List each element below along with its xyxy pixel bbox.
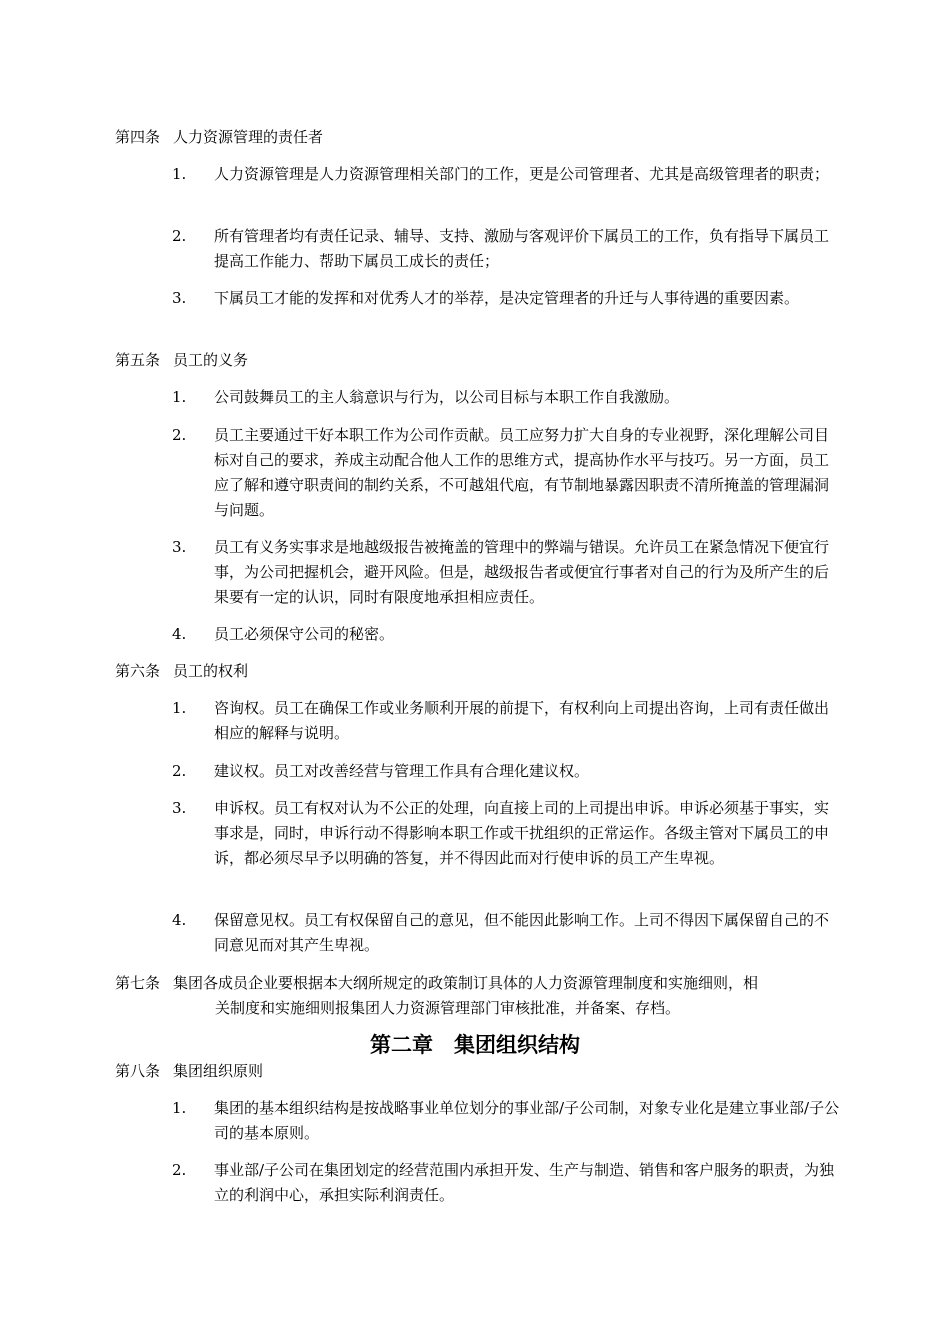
item-number: 1. [172,388,187,406]
item-text: 人力资源管理是人力资源管理相关部门的工作，更是公司管理者、尤其是高级管理者的职责； [214,165,830,183]
list-item [172,535,842,610]
item-number: 3. [172,289,187,307]
item-text: 建议权。员工对改善经营与管理工作具有合理化建议权。 [214,762,590,780]
article-4-heading [115,127,323,147]
item-text: 保留意见权。员工有权保留自己的意见，但不能因此影响工作。上司不得因下属保留自己的不同意见而对其产生卑视。 [214,911,830,954]
item-text: 申诉权。员工有权对认为不公正的处理，向直接上司的上司提出申诉。申诉必须基于事实，实事求是，同时，申诉行动不得影响本职工作或干扰组织的正常运作。各级主管对下属员工的申诉，都必须尽早予以明确的答复，并不得因此而对行使申诉的员工产生卑视。 [214,799,830,867]
item-number: 4. [172,911,187,929]
list-item [172,423,842,523]
article-6-heading [115,661,248,681]
item-text: 所有管理者均有责任记录、辅导、支持、激励与客观评价下属员工的工作，负有指导下属员工提高工作能力、帮助下属员工成长的责任； [214,227,830,270]
article-8-heading [115,1061,263,1081]
item-number: 2. [172,227,187,245]
chapter-title: 第二章 集团组织结构 [370,1032,580,1057]
item-number: 3. [172,799,187,817]
article-title: 员工的义务 [173,351,249,369]
item-text: 咨询权。员工在确保工作或业务顺利开展的前提下，有权利向上司提出咨询，上司有责任做出相应的解释与说明。 [214,699,830,742]
list-item [172,385,842,410]
item-number: 4. [172,625,187,643]
article-title: 员工的权利 [173,662,249,680]
list-item [172,1158,842,1208]
article-label: 第五条 [115,351,161,369]
article-text [115,971,842,1021]
item-number: 3. [172,538,187,556]
list-item [172,1096,842,1146]
list-item [172,286,842,311]
item-number: 2. [172,1161,187,1179]
article-label: 第四条 [115,128,161,146]
item-number: 1. [172,165,187,183]
item-text: 下属员工才能的发挥和对优秀人才的举荐，是决定管理者的升迁与人事待遇的重要因素。 [214,289,800,307]
item-number: 2. [172,762,187,780]
item-text: 员工必须保守公司的秘密。 [214,625,395,643]
list-item [172,622,842,647]
article-label: 第七条 [115,974,161,992]
item-text: 员工有义务实事求是地越级报告被掩盖的管理中的弊端与错误。允许员工在紧急情况下便宜行事，为公司把握机会，避开风险。但是，越级报告者或便宜行事者对自己的行为及所产生的后果要有一定的认识，同时有限度地承担相应责任。 [214,538,830,606]
article-5-heading [115,350,248,370]
list-item [172,224,842,274]
article-text-line-2: 关制度和实施细则报集团人力资源管理部门审核批准，并备案、存档。 [215,999,681,1017]
article-text-line-1: 集团各成员企业要根据本大纲所规定的政策制订具体的人力资源管理制度和实施细则，相 [173,974,759,992]
list-item [172,759,842,784]
item-text: 员工主要通过干好本职工作为公司作贡献。员工应努力扩大自身的专业视野，深化理解公司目标对自己的要求，养成主动配合他人工作的思维方式，提高协作水平与技巧。另一方面，员工应了解和遵守职责间的制约关系，不可越俎代庖，有节制地暴露因职责不清所掩盖的管理漏洞与问题。 [214,426,830,519]
item-text: 事业部/子公司在集团划定的经营范围内承担开发、生产与制造、销售和客户服务的职责，为独立的利润中心，承担实际利润责任。 [214,1161,835,1204]
article-label: 第六条 [115,662,161,680]
list-item [172,162,842,187]
list-item [172,696,842,746]
article-7 [115,971,842,1021]
article-title: 人力资源管理的责任者 [173,128,324,146]
article-title: 集团组织原则 [173,1062,264,1080]
item-text: 集团的基本组织结构是按战略事业单位划分的事业部/子公司制，对象专业化是建立事业部/子公司的基本原则。 [214,1099,840,1142]
item-number: 1. [172,699,187,717]
item-number: 1. [172,1099,187,1117]
list-item [172,908,842,958]
list-item [172,796,842,871]
article-label: 第八条 [115,1062,161,1080]
item-text: 公司鼓舞员工的主人翁意识与行为，以公司目标与本职工作自我激励。 [214,388,680,406]
item-number: 2. [172,426,187,444]
